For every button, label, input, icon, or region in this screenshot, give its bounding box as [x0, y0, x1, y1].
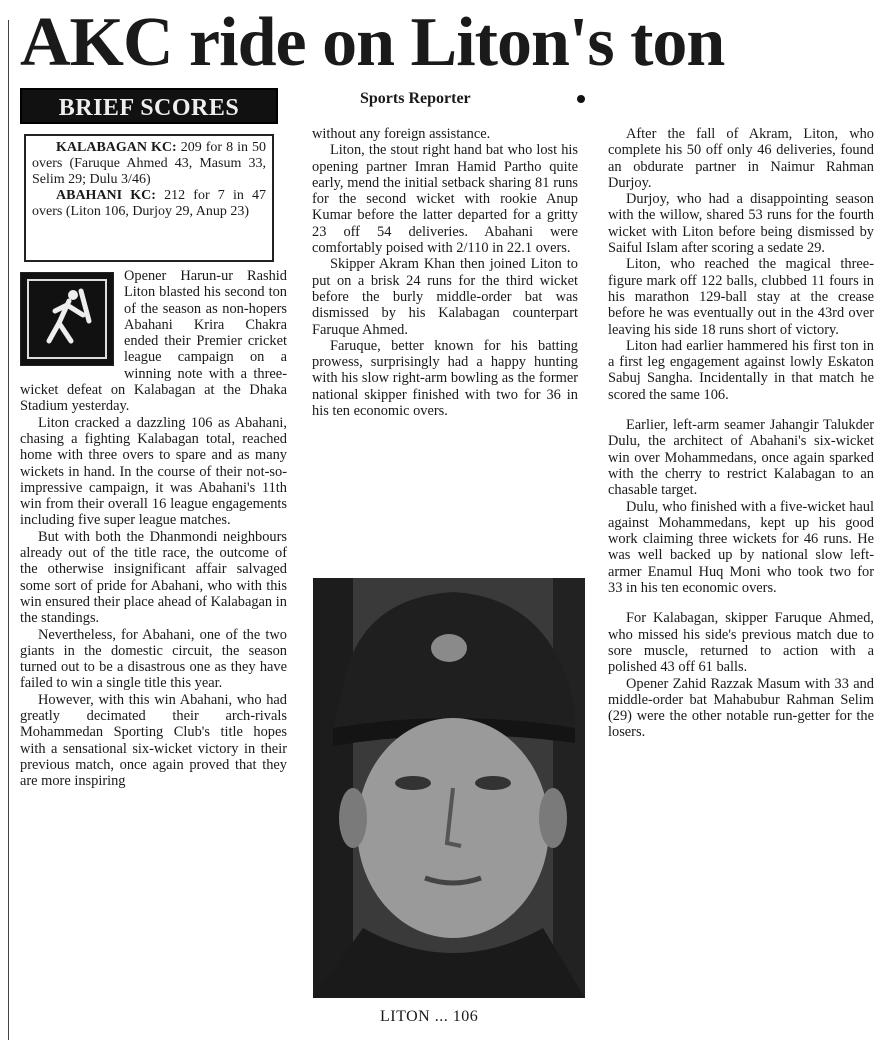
paragraph: Faruque, better known for his batting prowess, surprisingly had a happy hunting with his slow right-arm bowling as the former national skipper finished with two for 36 in his ten economic overs.: [312, 337, 578, 420]
article-column-1: [20, 268, 287, 790]
headline: AKC ride on Liton's ton: [20, 4, 725, 81]
paragraph: Liton had earlier hammered his first ton in a first leg engagement against lowly Eskaton Sabuj Sangha. Incidentally in that match he scored the same 106.: [608, 337, 874, 403]
paragraph: However, with this win Abahani, who had greatly decimated their arch-rivals Mohammedan Sporting Club's title hopes with a sensational six-wicket victory in their previous match, once again proved that they are more inspiring: [20, 691, 287, 790]
paragraph: Durjoy, who had a disappointing season with the willow, shared 53 runs for the fourth wicket with Liton before being dismissed by Saiful Islam after scoring a sedate 29.: [608, 191, 874, 257]
paragraph: Nevertheless, for Abahani, one of the two giants in the domestic circuit, the season turned out to be a disastrous one as they have failed to win a single title this year.: [20, 626, 287, 692]
liton-photo: [313, 578, 585, 998]
paragraph: Earlier, left-arm seamer Jahangir Talukder Dulu, the architect of Abahani's six-wicket win over Mohammedans, once again sparked with the cherry to restrict Kalabagan to an chasable target.: [608, 417, 874, 499]
left-column-rule: [8, 20, 9, 1040]
paragraph: Liton, who reached the magical three-figure mark off 122 balls, clubbed 11 fours in his marathon 129-ball stay at the crease before he was eventually out in the 43rd over leaving his side 18 runs short of victory.: [608, 256, 874, 338]
byline: Sports Reporter: [360, 90, 471, 107]
byline-bullet: [577, 95, 585, 103]
paragraph: Liton, the stout right hand bat who lost his opening partner Imran Hamid Partho quite early, mend the initial setback sharing 81 runs for the second wicket with rookie Anup Kumar before the latter departed for a gritty 23 off 54 deliveries. Abahani were comfortably poised with 2/110 in 22.1 overs.: [312, 142, 578, 257]
kalabagan-score: KALABAGAN KC: 209 for 8 in 50 overs (Faruque Ahmed 43, Masum 33, Selim 29; Dulu 3/46): [32, 140, 266, 187]
cricket-batsman-icon: [20, 272, 114, 366]
paragraph: For Kalabagan, skipper Faruque Ahmed, who missed his side's previous match due to sore muscle, returned to action with a polished 43 off 61 balls.: [608, 610, 874, 676]
photo-caption: LITON ... 106: [380, 1008, 479, 1025]
paragraph: But with both the Dhanmondi neighbours already out of the title race, the outcome of the otherwise insignificant affair salvaged some sort of pride for Abahani, who with this win ensured their place ahead of Kalabagan in the standings.: [20, 528, 287, 627]
paragraph: Skipper Akram Khan then joined Liton to put on a brisk 24 runs for the third wicket before the burly middle-order bat was dismissed by his Kalabagan counterpart Faruque Ahmed.: [312, 256, 578, 338]
article-column-3: [608, 126, 874, 741]
brief-scores-box: [24, 134, 274, 262]
paragraph: Dulu, who finished with a five-wicket haul against Mohammedans, kept up his good work claiming three wickets for 46 runs. He was well backed up by national slow left-armer Enamul Huq Moni who took two for 33 in his ten economic overs.: [608, 498, 874, 597]
brief-scores-label: BRIEF SCORES: [20, 88, 278, 124]
paragraph: After the fall of Akram, Liton, who complete his 50 off only 46 deliveries, found an obdurate partner in Naimur Rahman Durjoy.: [608, 126, 874, 191]
paragraph: Opener Zahid Razzak Masum with 33 and middle-order bat Mahabubur Rahman Selim (29) were the other notable run-getter for the losers.: [608, 675, 874, 741]
paragraph: Opener Harun-ur Rashid Liton blasted his second ton of the season as non-hopers Abahani Krira Chakra ended their Premier cricket league campaign on a winning note with a three-wicket defeat on Kalabagan at the Dhaka Stadium yesterday.: [20, 268, 287, 415]
paragraph: without any foreign assistance.: [312, 126, 491, 142]
abahani-score: ABAHANI KC: 212 for 7 in 47 overs (Liton 106, Durjoy 29, Anup 23): [32, 188, 267, 219]
article-column-2: [312, 126, 578, 419]
paragraph: Liton cracked a dazzling 106 as Abahani, chasing a fighting Kalabagan total, reached home with three overs to spare and as many wickets in hand. In the course of their not-so-impressive campaign, it was Abahani's 11th win from their overall 16 league engagements including five super league matches.: [20, 414, 287, 529]
